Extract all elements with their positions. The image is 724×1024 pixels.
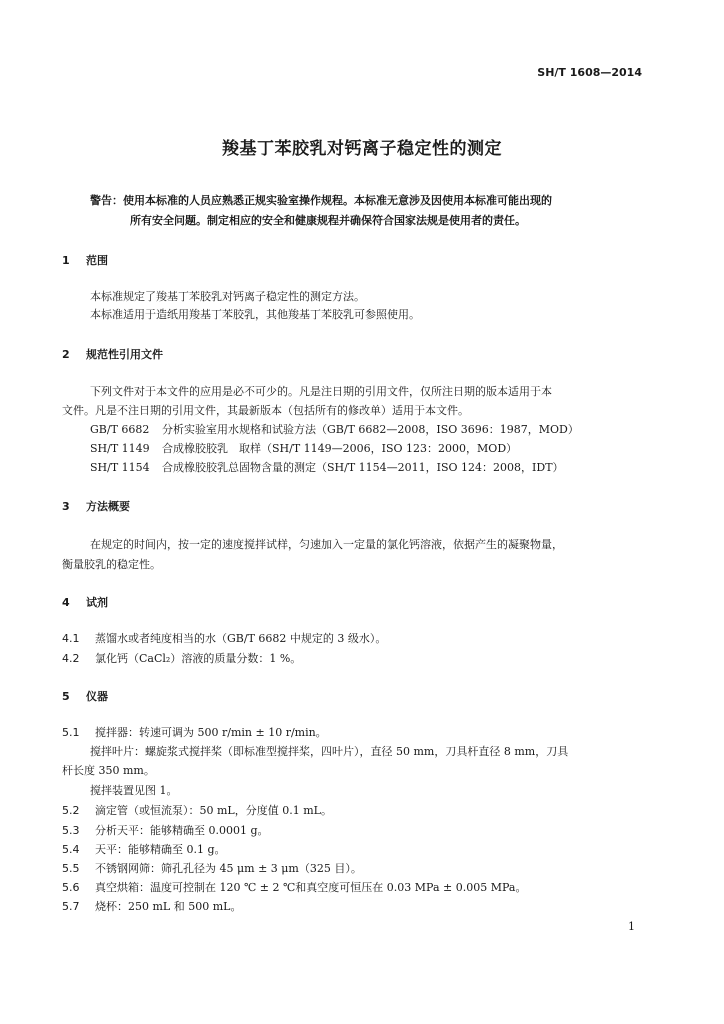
section-5-heading <box>62 688 108 704</box>
list-item <box>62 724 327 740</box>
item-text: 分析天平：能够精确至 0.0001 g。 <box>95 824 269 837</box>
list-item <box>62 650 301 666</box>
list-item <box>62 879 526 895</box>
item-number: 5.2 <box>62 804 80 817</box>
page-number: 1 <box>628 920 635 933</box>
page-title: 羧基丁苯胶乳对钙离子稳定性的测定 <box>222 139 502 159</box>
paragraph: 杆长度 350 mm。 <box>62 764 155 777</box>
section-title: 方法概要 <box>86 500 130 513</box>
reference-item <box>90 421 579 437</box>
item-number: 5.5 <box>62 862 80 875</box>
reference-text: 合成橡胶胶乳 取样（SH/T 1149—2006，ISO 123：2000，MOD） <box>162 442 518 455</box>
warning-line-1: 警告：使用本标准的人员应熟悉正规实验室操作规程。本标准无意涉及因使用本标准可能出现的 <box>90 194 552 207</box>
item-number: 4.1 <box>62 632 80 645</box>
item-text: 氯化钙（CaCl₂）溶液的质量分数：1 %。 <box>95 652 302 665</box>
paragraph: 搅拌装置见图 1。 <box>90 784 178 797</box>
reference-text: 分析实验室用水规格和试验方法（GB/T 6682—2008，ISO 3696：1987，MOD） <box>162 423 579 436</box>
item-text: 不锈钢网筛：筛孔孔径为 45 μm ± 3 μm（325 目）。 <box>95 862 362 875</box>
paragraph: 文件。凡是不注日期的引用文件，其最新版本（包括所有的修改单）适用于本文件。 <box>62 404 469 417</box>
section-1-heading <box>62 252 108 268</box>
reference-item <box>90 440 517 456</box>
list-item <box>62 898 241 914</box>
section-title: 范围 <box>86 254 108 267</box>
reference-code: GB/T 6682 <box>90 423 150 436</box>
list-item <box>62 630 386 646</box>
list-item <box>62 841 226 857</box>
section-title: 仪器 <box>86 690 108 703</box>
warning-notice <box>90 191 552 231</box>
list-item <box>62 860 362 876</box>
section-number: 5 <box>62 690 70 703</box>
paragraph: 下列文件对于本文件的应用是必不可少的。凡是注日期的引用文件，仅所注日期的版本适用于本 <box>90 385 552 398</box>
item-number: 5.3 <box>62 824 80 837</box>
paragraph: 衡量胶乳的稳定性。 <box>62 558 161 571</box>
item-number: 5.7 <box>62 900 80 913</box>
section-4-heading <box>62 594 108 610</box>
paragraph: 本标准适用于造纸用羧基丁苯胶乳，其他羧基丁苯胶乳可参照使用。 <box>90 308 420 321</box>
item-number: 5.6 <box>62 881 80 894</box>
item-text: 烧杯：250 mL 和 500 mL。 <box>95 900 242 913</box>
paragraph: 在规定的时间内，按一定的速度搅拌试样，匀速加入一定量的氯化钙溶液，依据产生的凝聚物量， <box>90 538 563 551</box>
list-item <box>62 802 332 818</box>
paragraph: 搅拌叶片：螺旋浆式搅拌桨（即标准型搅拌桨，四叶片），直径 50 mm，刀具杆直径 8 mm，刀具 <box>90 745 569 758</box>
item-text: 滴定管（或恒流泵）：50 mL，分度值 0.1 mL。 <box>95 804 332 817</box>
section-number: 2 <box>62 348 70 361</box>
item-text: 真空烘箱：温度可控制在 120 ℃ ± 2 ℃和真空度可恒压在 0.03 MPa ± 0.005 MPa。 <box>95 881 527 894</box>
item-number: 4.2 <box>62 652 80 665</box>
section-title: 规范性引用文件 <box>86 348 163 361</box>
list-item <box>62 822 269 838</box>
section-title: 试剂 <box>86 596 108 609</box>
item-text: 搅拌器：转速可调为 500 r/min ± 10 r/min。 <box>95 726 327 739</box>
section-3-heading <box>62 498 130 514</box>
section-number: 4 <box>62 596 70 609</box>
item-number: 5.4 <box>62 843 80 856</box>
section-number: 3 <box>62 500 70 513</box>
reference-code: SH/T 1154 <box>90 461 150 474</box>
item-number: 5.1 <box>62 726 80 739</box>
reference-text: 合成橡胶胶乳总固物含量的测定（SH/T 1154—2011，ISO 124：2008，IDT） <box>162 461 564 474</box>
paragraph: 本标准规定了羧基丁苯胶乳对钙离子稳定性的测定方法。 <box>90 290 365 303</box>
item-text: 蒸馏水或者纯度相当的水（GB/T 6682 中规定的 3 级水）。 <box>95 632 387 645</box>
reference-code: SH/T 1149 <box>90 442 150 455</box>
section-number: 1 <box>62 254 70 267</box>
warning-line-2: 所有安全问题。制定相应的安全和健康规程并确保符合国家法规是使用者的责任。 <box>130 214 526 227</box>
section-2-heading <box>62 346 163 362</box>
item-text: 天平：能够精确至 0.1 g。 <box>95 843 226 856</box>
standard-code: SH/T 1608—2014 <box>537 66 642 79</box>
reference-item <box>90 459 564 475</box>
